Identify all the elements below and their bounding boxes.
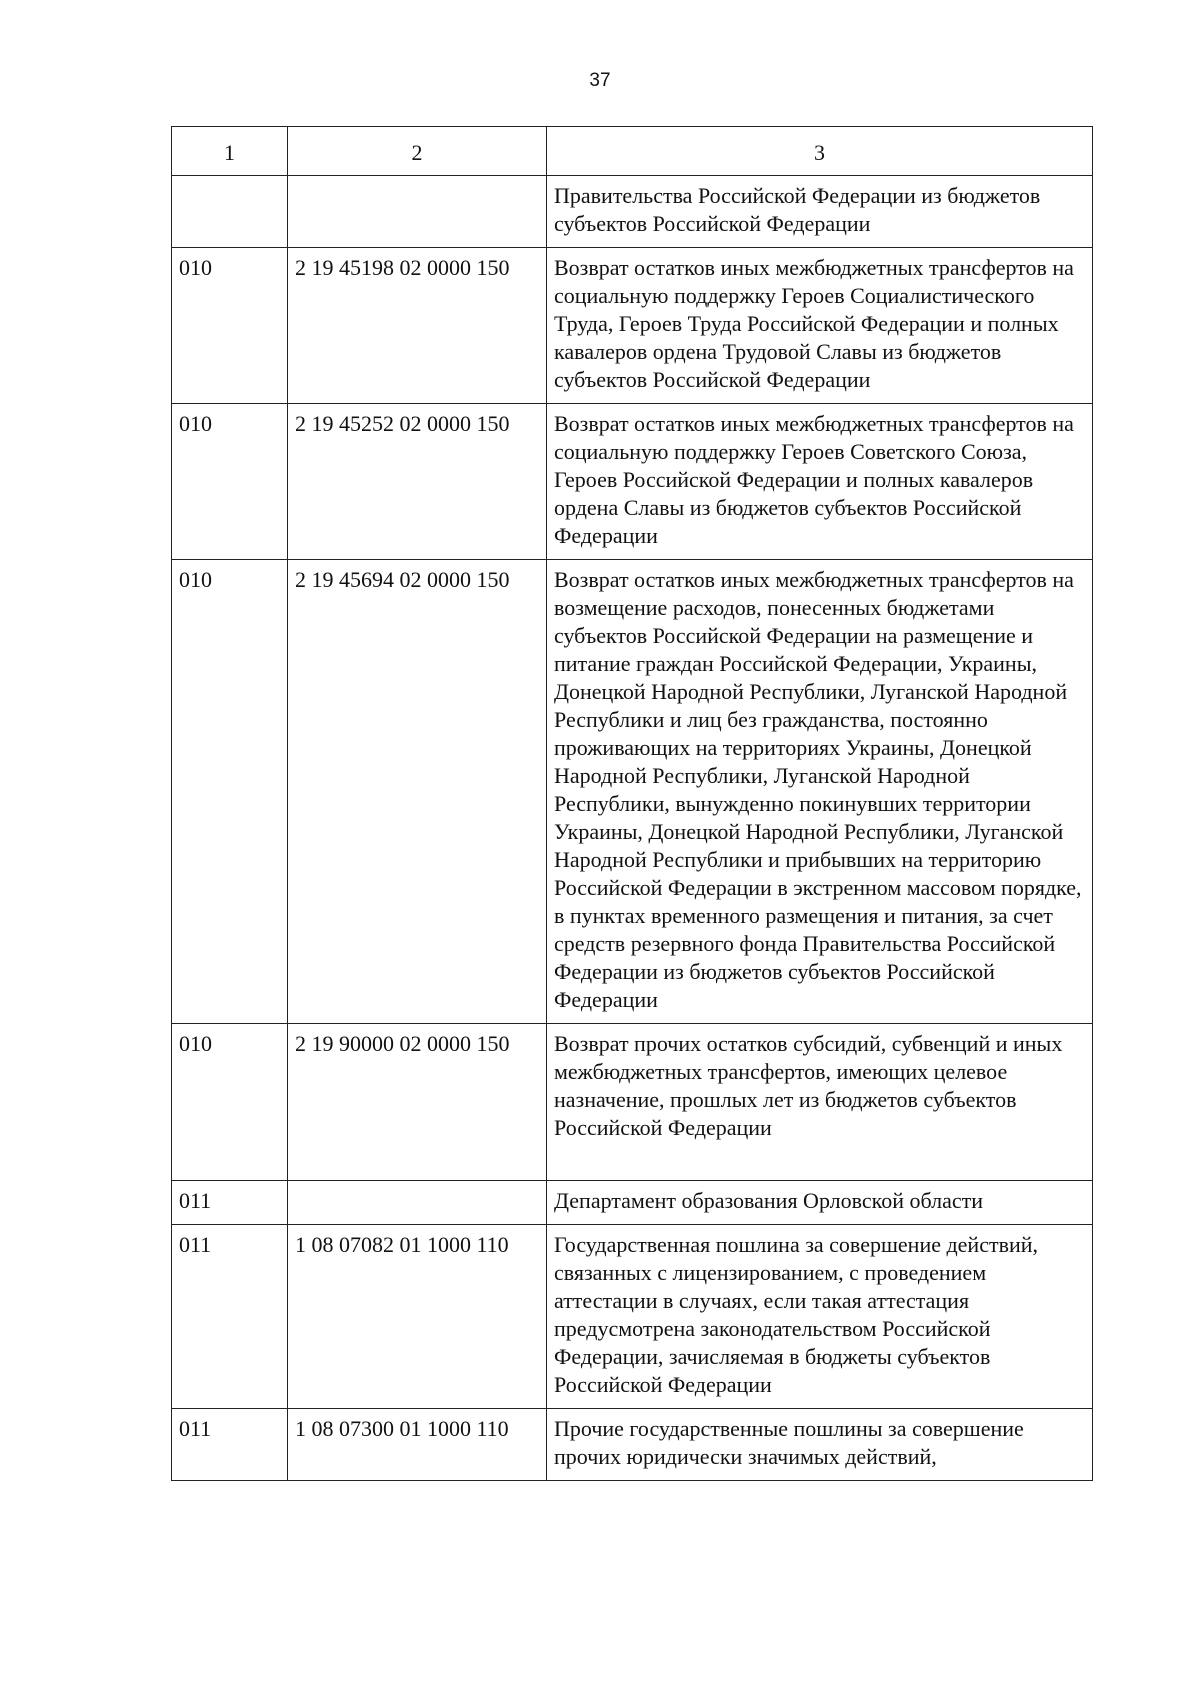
table-row: [172, 1181, 1093, 1225]
admin-code-cell: 011: [172, 1181, 288, 1225]
table-row: [172, 404, 1093, 560]
revenue-code-cell: 1 08 07300 01 1000 110: [288, 1409, 547, 1481]
description-cell: Правительства Российской Федерации из бюджетов субъектов Российской Федерации: [547, 176, 1093, 248]
revenue-code-cell: 2 19 45198 02 0000 150: [288, 248, 547, 404]
admin-code-cell: 010: [172, 1024, 288, 1181]
description-cell: Возврат остатков иных межбюджетных трансфертов на социальную поддержку Героев Социалистического Труда, Героев Труда Российской Федерации и полных кавалеров ордена Трудовой Славы из бюджетов субъектов Российской Федерации: [547, 248, 1093, 404]
column-header-1: 1: [172, 127, 288, 176]
revenue-code-cell: [288, 176, 547, 248]
admin-code-cell: 010: [172, 248, 288, 404]
table-header-row: [172, 127, 1093, 176]
description-cell: Государственная пошлина за совершение действий, связанных с лицензированием, с проведением аттестации в случаях, если такая аттестация предусмотрена законодательством Российской Федерации, зачисляемая в бюджеты субъектов Российской Федерации: [547, 1225, 1093, 1409]
revenue-code-cell: 1 08 07082 01 1000 110: [288, 1225, 547, 1409]
revenue-code-cell: 2 19 45694 02 0000 150: [288, 560, 547, 1024]
admin-code-cell: 010: [172, 560, 288, 1024]
admin-code-cell: [172, 176, 288, 248]
description-cell: Возврат остатков иных межбюджетных трансфертов на возмещение расходов, понесенных бюджетами субъектов Российской Федерации на размещение и питание граждан Российской Федерации, Украины, Донецкой Народной Республики, Луганской Народной Республики и лиц без гражданства, постоянно проживающих на территориях Украины, Донецкой Народной Республики, Луганской Народной Республики, вынужденно покинувших территории Украины, Донецкой Народной Республики, Луганской Народной Республики и прибывших на территорию Российской Федерации в экстренном массовом порядке, в пунктах временного размещения и питания, за счет средств резервного фонда Правительства Российской Федерации из бюджетов субъектов Российской Федерации: [547, 560, 1093, 1024]
admin-code-cell: 011: [172, 1225, 288, 1409]
admin-code-cell: 011: [172, 1409, 288, 1481]
column-header-3: 3: [547, 127, 1093, 176]
revenue-code-cell: 2 19 45252 02 0000 150: [288, 404, 547, 560]
revenue-code-cell: 2 19 90000 02 0000 150: [288, 1024, 547, 1181]
description-cell: Возврат остатков иных межбюджетных трансфертов на социальную поддержку Героев Советского Союза, Героев Российской Федерации и полных кавалеров ордена Славы из бюджетов субъектов Российской Федерации: [547, 404, 1093, 560]
table-row: [172, 1409, 1093, 1481]
table-row: [172, 1024, 1093, 1181]
table-row: [172, 1225, 1093, 1409]
table-row: [172, 176, 1093, 248]
table-row: [172, 560, 1093, 1024]
revenue-code-cell: [288, 1181, 547, 1225]
description-cell: Департамент образования Орловской области: [547, 1181, 1093, 1225]
table-row: [172, 248, 1093, 404]
admin-code-cell: 010: [172, 404, 288, 560]
page-number: 37: [589, 70, 611, 91]
description-cell: Возврат прочих остатков субсидий, субвенций и иных межбюджетных трансфертов, имеющих целевое назначение, прошлых лет из бюджетов субъектов Российской Федерации: [547, 1024, 1093, 1181]
budget-codes-table: [171, 126, 1093, 1481]
column-header-2: 2: [288, 127, 547, 176]
description-cell: Прочие государственные пошлины за совершение прочих юридически значимых действий,: [547, 1409, 1093, 1481]
